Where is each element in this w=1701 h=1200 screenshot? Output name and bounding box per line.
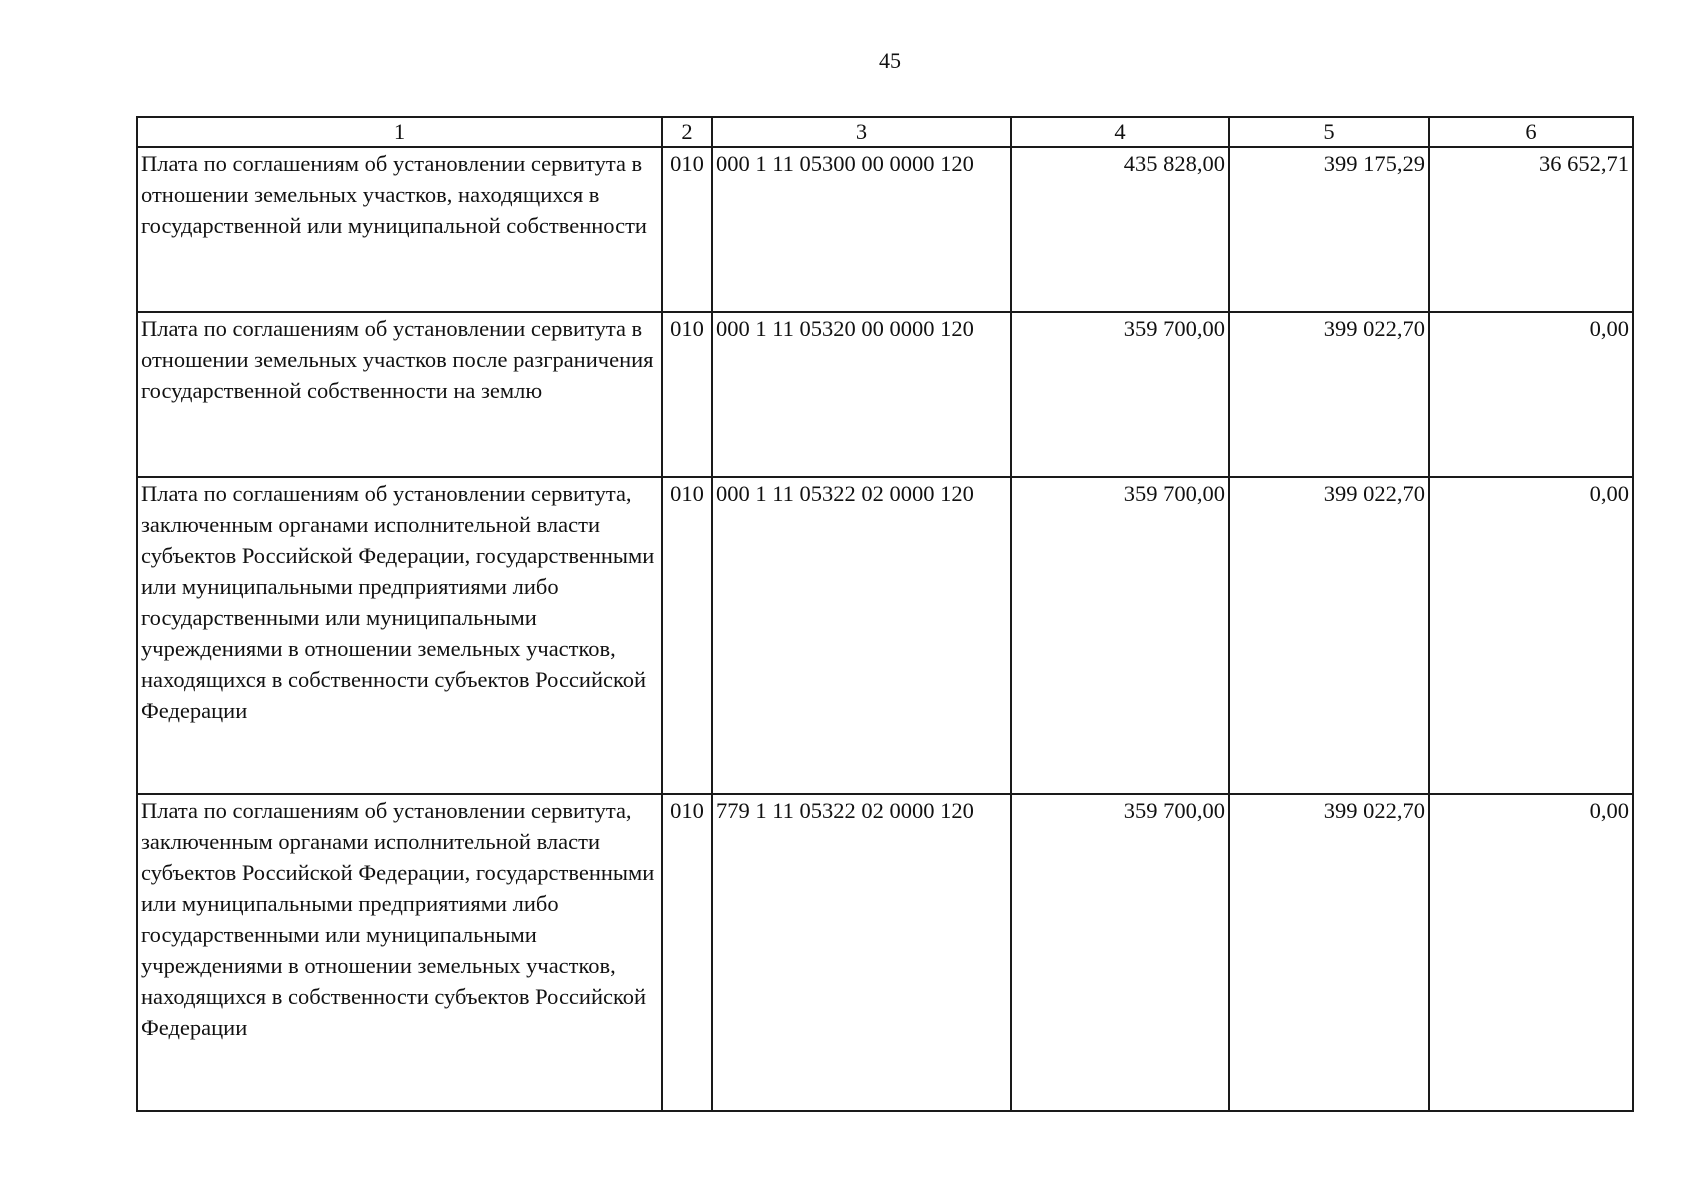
row-col5-value: 399 175,29: [1229, 147, 1429, 312]
table-header-row: [137, 117, 1633, 147]
header-col-5: 5: [1229, 117, 1429, 147]
header-col-4: 4: [1011, 117, 1229, 147]
row-name: Плата по соглашениям об установлении сервитута, заключенным органами исполнительной власти субъектов Российской Федерации, государственными или муниципальными предприятиями либо государственными или муниципальными учреждениями в отношении земельных участков, находящихся в собственности субъектов Российской Федерации: [137, 477, 662, 794]
header-col-6: 6: [1429, 117, 1633, 147]
row-name: Плата по соглашениям об установлении сервитута в отношении земельных участков, находящихся в государственной или муниципальной собственности: [137, 147, 662, 312]
report-table: [136, 116, 1634, 1112]
row-col4-value: 359 700,00: [1011, 477, 1229, 794]
row-name: Плата по соглашениям об установлении сервитута, заключенным органами исполнительной власти субъектов Российской Федерации, государственными или муниципальными предприятиями либо государственными или муниципальными учреждениями в отношении земельных участков, находящихся в собственности субъектов Российской Федерации: [137, 794, 662, 1111]
header-col-3: 3: [712, 117, 1011, 147]
page-number: 45: [879, 48, 901, 73]
row-col5-value: 399 022,70: [1229, 312, 1429, 477]
row-line-code: 010: [662, 477, 712, 794]
table-row: [137, 147, 1633, 312]
table-row: [137, 312, 1633, 477]
row-line-code: 010: [662, 794, 712, 1111]
row-income-code: 779 1 11 05322 02 0000 120: [712, 794, 1011, 1111]
row-line-code: 010: [662, 147, 712, 312]
row-col6-value: 36 652,71: [1429, 147, 1633, 312]
row-col6-value: 0,00: [1429, 794, 1633, 1111]
row-col5-value: 399 022,70: [1229, 477, 1429, 794]
row-col4-value: 359 700,00: [1011, 794, 1229, 1111]
row-col4-value: 359 700,00: [1011, 312, 1229, 477]
header-col-1: 1: [137, 117, 662, 147]
row-line-code: 010: [662, 312, 712, 477]
row-name: Плата по соглашениям об установлении сервитута в отношении земельных участков после разграничения государственной собственности на землю: [137, 312, 662, 477]
row-income-code: 000 1 11 05320 00 0000 120: [712, 312, 1011, 477]
row-income-code: 000 1 11 05322 02 0000 120: [712, 477, 1011, 794]
row-col6-value: 0,00: [1429, 477, 1633, 794]
header-col-2: 2: [662, 117, 712, 147]
row-col6-value: 0,00: [1429, 312, 1633, 477]
row-col5-value: 399 022,70: [1229, 794, 1429, 1111]
row-income-code: 000 1 11 05300 00 0000 120: [712, 147, 1011, 312]
table-row: [137, 477, 1633, 794]
table-row: [137, 794, 1633, 1111]
row-col4-value: 435 828,00: [1011, 147, 1229, 312]
